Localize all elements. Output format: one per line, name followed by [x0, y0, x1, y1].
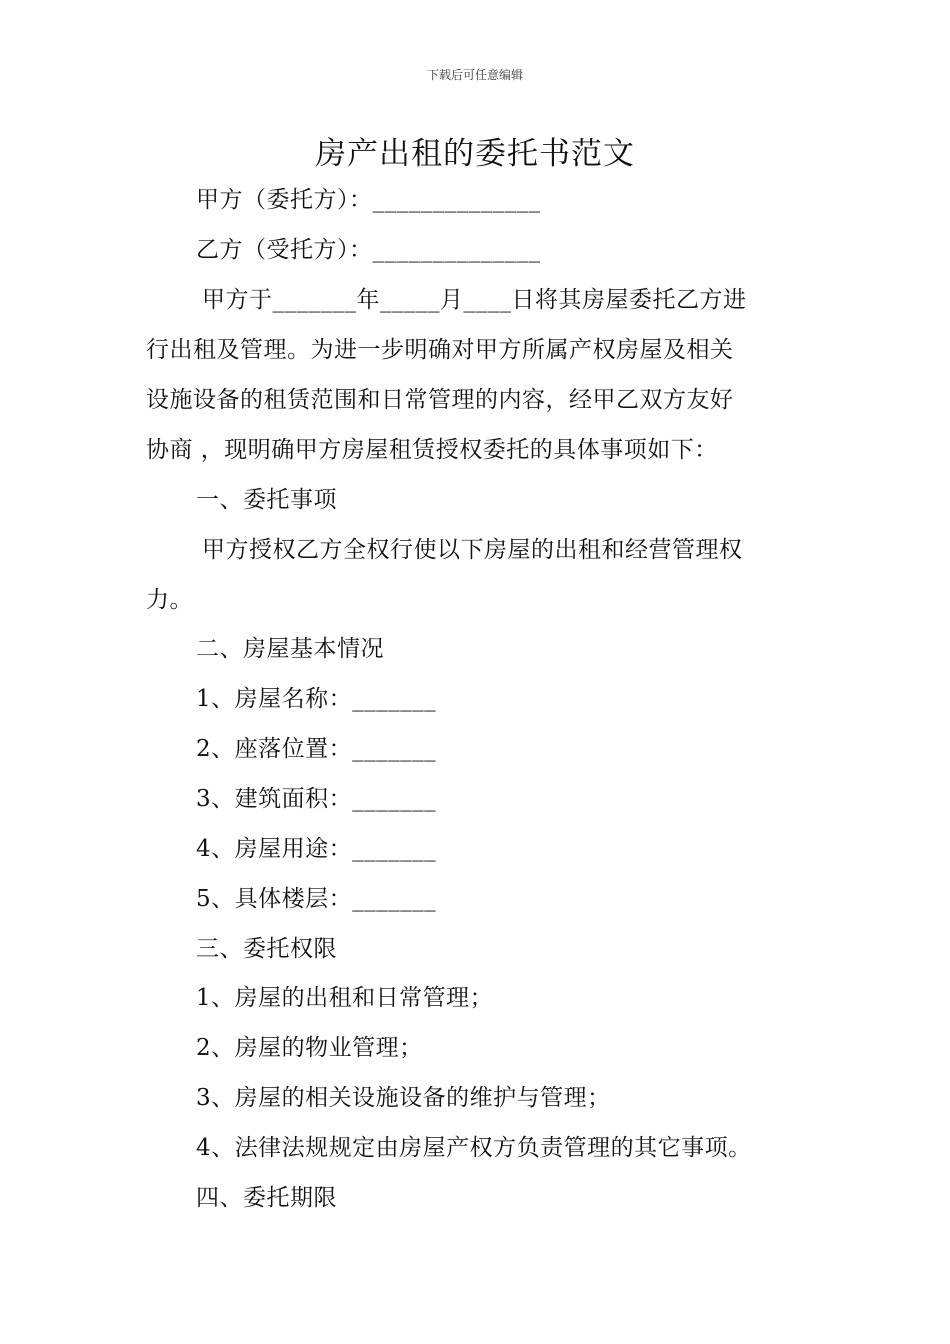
- section-heading: 二、房屋基本情况: [196, 636, 384, 662]
- list-item: 4、房屋用途：_______: [196, 836, 437, 862]
- paragraph-line: 甲方于_______年_____月____日将其房屋委托乙方进: [202, 287, 747, 313]
- paragraph-line: 行出租及管理。为进一步明确对甲方所属产权房屋及相关: [146, 337, 734, 363]
- list-item: 1、房屋的出租和日常管理；: [196, 985, 494, 1011]
- list-item: 2、座落位置：_______: [196, 736, 437, 762]
- list-item: 4、法律法规规定由房屋产权方负责管理的其它事项。: [196, 1135, 752, 1161]
- paragraph-line: 协商 ，现明确甲方房屋租赁授权委托的具体事项如下：: [146, 437, 718, 463]
- document-title: 房产出租的委托书范文: [315, 136, 635, 172]
- party-b-line: 乙方（受托方）：______________: [196, 237, 541, 263]
- list-item: 2、房屋的物业管理；: [196, 1035, 423, 1061]
- paragraph-line: 甲方授权乙方全权行使以下房屋的出租和经营管理权: [202, 537, 743, 563]
- section-heading: 四、委托期限: [196, 1185, 337, 1211]
- party-a-line: 甲方（委托方）：______________: [196, 187, 541, 213]
- list-item: 3、建筑面积：_______: [196, 786, 437, 812]
- list-item: 5、具体楼层：_______: [196, 886, 437, 912]
- list-item: 1、房屋名称：_______: [196, 686, 437, 712]
- section-heading: 三、委托权限: [196, 936, 337, 962]
- header-note: 下载后可任意编辑: [426, 68, 523, 82]
- paragraph-line: 设施设备的租赁范围和日常管理的内容，经甲乙双方友好: [146, 387, 734, 413]
- list-item: 3、房屋的相关设施设备的维护与管理；: [196, 1085, 611, 1111]
- paragraph-line: 力。: [146, 587, 193, 613]
- section-heading: 一、委托事项: [196, 487, 337, 513]
